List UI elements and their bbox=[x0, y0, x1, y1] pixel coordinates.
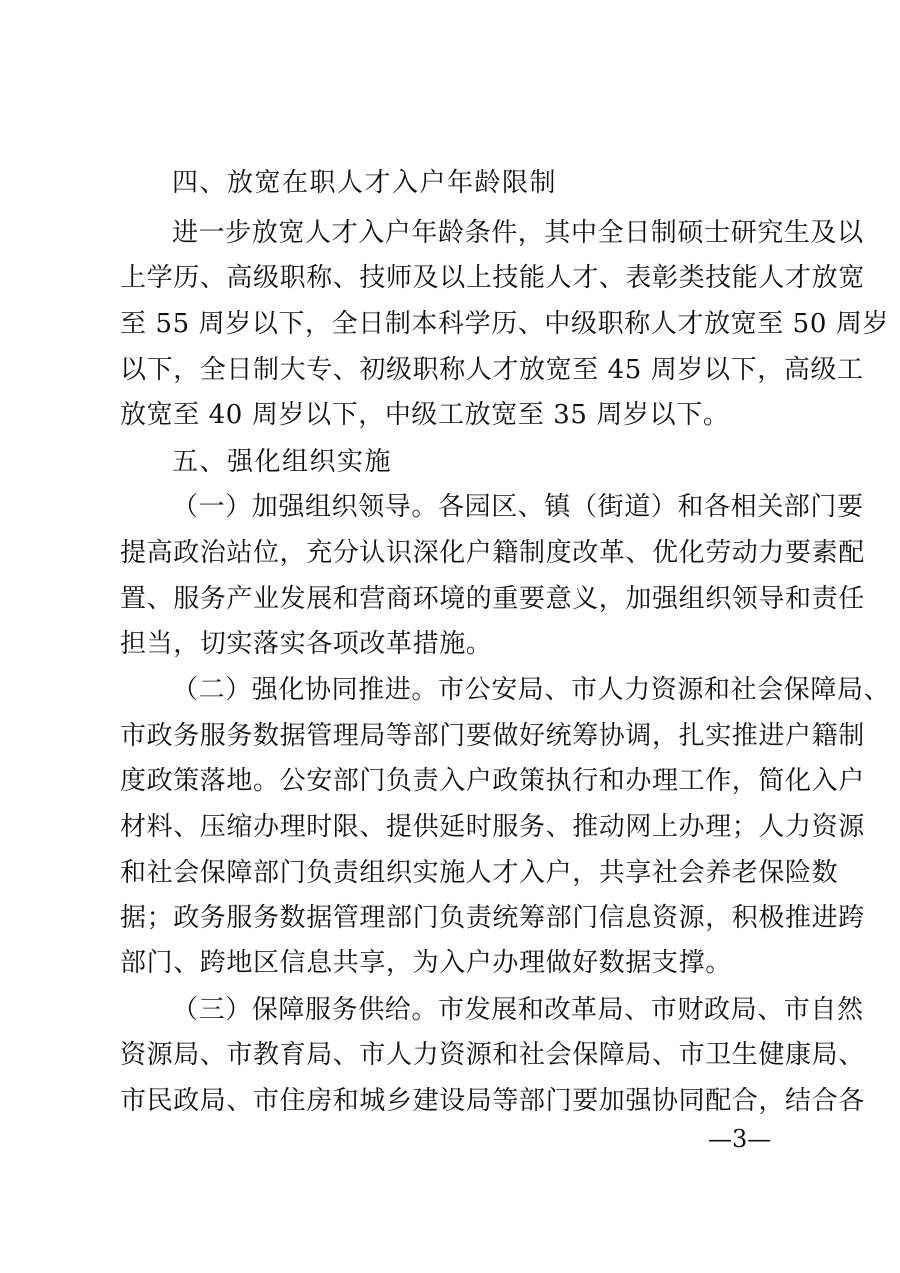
paragraph-line: 和社会保障部门负责组织实施人才入户，共享社会养老保险数 bbox=[120, 858, 839, 888]
paragraph-line: （二）强化协同推进。市公安局、市人力资源和社会保障局、 bbox=[172, 675, 891, 705]
paragraph-line: 进一步放宽人才入户年龄条件，其中全日制硕士研究生及以 bbox=[172, 218, 864, 248]
paragraph-line: 市政务服务数据管理局等部门要做好统筹协调，扎实推进户籍制 bbox=[120, 721, 865, 751]
section-heading-5: 五、强化组织实施 bbox=[172, 447, 393, 477]
page-number: —3— bbox=[708, 1125, 772, 1153]
section-heading-4: 四、放宽在职人才入户年龄限制 bbox=[172, 168, 558, 198]
paragraph-line: 材料、压缩办理时限、提供延时服务、推动网上办理；人力资源 bbox=[120, 812, 865, 842]
paragraph-line: 以下，全日制大专、初级职称人才放宽至 45 周岁以下，高级工 bbox=[120, 355, 864, 385]
paragraph-line: （三）保障服务供给。市发展和改革局、市财政局、市自然 bbox=[172, 995, 864, 1025]
paragraph-line: 市民政局、市住房和城乡建设局等部门要加强协同配合，结合各 bbox=[120, 1086, 865, 1116]
paragraph-line: 上学历、高级职称、技师及以上技能人才、表彰类技能人才放宽 bbox=[120, 263, 865, 293]
paragraph-line: 据；政务服务数据管理部门负责统筹部门信息资源，积极推进跨 bbox=[120, 903, 865, 933]
paragraph-line: 部门、跨地区信息共享，为入户办理做好数据支撑。 bbox=[120, 948, 732, 978]
paragraph-line: 置、服务产业发展和营商环境的重要意义，加强组织领导和责任 bbox=[120, 584, 865, 614]
paragraph-line: 担当，切实落实各项改革措施。 bbox=[120, 629, 493, 659]
paragraph-line: （一）加强组织领导。各园区、镇（街道）和各相关部门要 bbox=[172, 492, 864, 522]
paragraph-line: 度政策落地。公安部门负责入户政策执行和办理工作，简化入户 bbox=[120, 766, 865, 796]
paragraph-line: 资源局、市教育局、市人力资源和社会保障局、市卫生健康局、 bbox=[120, 1040, 865, 1070]
paragraph-line: 提高政治站位，充分认识深化户籍制度改革、优化劳动力要素配 bbox=[120, 538, 865, 568]
paragraph-line: 放宽至 40 周岁以下，中级工放宽至 35 周岁以下。 bbox=[120, 400, 730, 430]
paragraph-line: 至 55 周岁以下，全日制本科学历、中级职称人才放宽至 50 周岁 bbox=[120, 309, 890, 339]
